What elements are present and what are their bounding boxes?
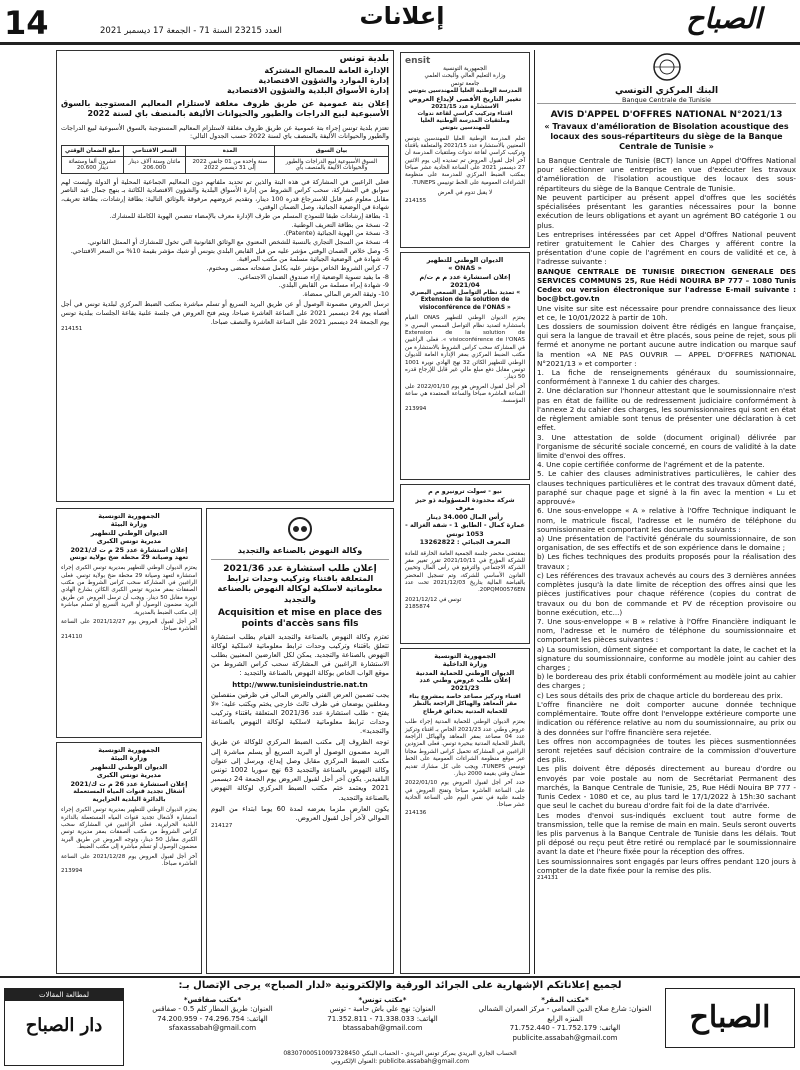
apii-body3: توجه الظروف إلى مكتب الضبط المركزي للوكالة عن طريق البريد مضمون الوصول أو البريد السريع أو يسلم مباشرة إلى مكتب الضبط المركزي مقابل وصل إيداع، ويرسل إلى عنوان وكالة النهوض بالصناعة والتجديد 63 نهج سوريا 1002 تونس البلفيدير. يكون آخر أجل لقبول العروض يوم الجمعة 24 ديسمبر 2021 ويعتمد ختم مكتب الضبط المركزي لوكالة النهوض بالصناعة والتجديد. xyxy=(211,738,389,802)
tunis-body: فعلى الراغبين في المشاركة في هذه البتة والذين تم تحديد ملفاتهم دون المعاليم الجماعية المحلية أو الدولة وليست لهم سوابق في المشاركة، سحب كراس الشروط من إدارة الأسواق البلدية والشؤون الاقتصادية الكائنة بـ بنهج جمال عبد الناصر مقابل معلوم غير قابل للاسترجاع قدره 100 دينار، وتقديم عروضهم مرفوقة بالوثائق التالية: بطاقة إرشادات، بطاقة تعريف، شهادة في الوضعية الجبائية، وصل الضمان الوقتي. xyxy=(61,177,389,212)
office-email: sfaxassabah@gmail.com xyxy=(168,1024,257,1033)
company-body: بمقتضى محضر جلسة الجمعية العامة الخارقة للعادة للشركة المؤرخ في 2021/10/11 تقرر تغيير مقر الشركة الاجتماعي والترفيع في رأس المال وتحيين القانون الأساسي للشركة، وتم تسجيل المحضر بالقباضة المالية بتاريخ 2021/12/03 تحت عدد 20PQM00576EN. xyxy=(405,550,525,594)
page-number: 14 xyxy=(4,4,49,42)
apii-org: وكالة النهوض بالصناعة والتجديد xyxy=(237,546,363,555)
env2-ministry: وزارة البيئة xyxy=(110,754,148,763)
table-header: السعر الافتتاحي xyxy=(124,145,186,156)
tunis-title: إعلان بتة عمومية عن طريق ظروف مغلقة لاستلزام المعاليم المستوجبة بالسوق الأسبوعية لبيع الدراجات والطيور والحيوانات الأليفة بالمنصف باي لسنة 2022 xyxy=(61,98,389,119)
interior-ref: 214136 xyxy=(405,809,427,816)
tunis-list-item: 2- نسخة من بطاقة التعريف الوطنية. xyxy=(291,220,389,229)
apii-body2: يجب تضمين العرض الفني والعرض المالي في ظرفين منفصلين ومغلقين يوضعان في ظرف ثالث خارجي يختم ويكتب عليه: «لا يفتح - طلب استشارة عدد 2021/36 المتعلقة باقتناء وتركيب وحدات ترابط معلوماتية لاسلكية لوكالة النهوض بالصناعة والتجديد». xyxy=(211,690,389,736)
table-cell: السوق الأسبوعية لبيع الدراجات والطيور والحيوانات الأليفة بالمنصف باي xyxy=(274,156,388,173)
bct-list-item: 7. Une sous-enveloppe « B » relative à l'Offre Financière indiquant le nom, l'adresse et le numéro de téléphone du soumissionnaire et comportant les pièces suivantes : xyxy=(537,616,796,645)
apii-sub: المتعلقة باقتناء وتركيب وحدات ترابط معلوماتية لاسلكية لوكالة النهوض بالصناعة والتجديد xyxy=(217,574,383,604)
bct-paragraph: Les entreprises intéressées par cet Appel d'Offres National peuvent retirer gratuitement le Cahier des Charges y afférent contre la présentation d'une copie de l'agrément en cours de validité et ce, à l'adresse suivante : xyxy=(537,229,796,267)
office-title: *مكتب المقر* xyxy=(541,996,589,1004)
table-header: بيان السوق xyxy=(274,145,388,156)
bct-list-item: c) Les sous détails des prix de chaque article du bordereau des prix. xyxy=(537,690,783,700)
section-title: إعلانات xyxy=(359,2,445,30)
office-address: العنوان: نهج علي باش حامبة - تونس xyxy=(329,1005,436,1014)
apii-fr-title: Acquisition et mise en place des points d'accès sans fils xyxy=(217,608,383,629)
env2-body: يعتزم الديوان الوطني للتطهير بمديرية تونس الكبرى إجراء استشارة لأشغال تجديد قنوات المياه المستعملة بالدائرة البلدية الحرايرية. فعلى الراغبين في المشاركة سحب كراس الشروط من مكتب الصفقات بمقر مديرية تونس الكبرى مقابل 50 دينار، وتوجه العروض عن طريق البريد مضمون الوصول أو تسلم مباشرة إلى مكتب الضبط. xyxy=(61,807,197,851)
table-cell: عشرون ألفا وستمائة دينار 20.600 xyxy=(62,156,124,173)
ensit-rep: الجمهورية التونسية xyxy=(443,66,487,72)
office-title: *مكتب صفاقس* xyxy=(183,996,242,1004)
header-rule xyxy=(0,42,800,45)
apii-body4: يكون العارض ملزما بعرضه لمدة 60 يوما ابتداء من اليوم الموالي لآخر أجل لقبول العروض. xyxy=(211,804,389,822)
bct-paragraph: Ne peuvent participer au présent appel d'offres que les sociétés spécialisées présentant les garanties nécessaires pour la bonne exécution de leurs obligations et ayant un agrément BO catégorie 1 ou plus. xyxy=(537,192,796,230)
tunis-list-item: 1- بطاقة إرشادات طبقا للنموذج المسلم من طرف الإدارة معرف بالإمضاء تتضمن الهوية الكاملة للمشارك. xyxy=(109,212,389,221)
interior-deadline: حدد آخر أجل لقبول العروض يوم 2022/01/10 على الساعة العاشرة صباحا وتفتح العروض في جلسة علنية في نفس اليوم على الساعة الحادية عشر صباحا. xyxy=(405,780,525,809)
onas-body: يعتزم الديوان الوطني للتطهير ONAS القيام باستشارة لتمديد نظام التواصل السمعي البصري « Extension de la solution de visioconférence de l'ONAS ». فعلى الراغبين في المشاركة سحب كراس الشروط بالاستشارة من مكتب الضبط المركزي بمقر الإدارة العامة للديوان الوطني للتطهير الكائن 32 نهج الهادي نويرة 1001 تونس مقابل دفع مبلغ مالي غير قابل للإرجاع قدره 50 دينار. xyxy=(405,315,525,381)
company-capital: رأس المال 34.000 دينار xyxy=(426,513,504,521)
onas-tunis-notice-2 xyxy=(56,742,202,974)
bct-ref: 214131 xyxy=(537,875,558,882)
footer-office-tunis xyxy=(300,996,465,1034)
tunis-sub: إدارة الأسواق البلدية والشؤون الاقتصادية xyxy=(226,86,389,96)
ensit-ref: 214155 xyxy=(405,197,427,204)
footer-banner: لجميع إعلاناتكم الإشهارية على الجرائد الورقية والإلكترونية «لدار الصباح» يرجى الإتصال بـ: xyxy=(178,980,622,991)
newspaper-logo: الصباح xyxy=(686,2,762,35)
ensit-sub1: الاستشارة عدد 2021/15 xyxy=(431,103,499,110)
ensit-body: تعلم المدرسة الوطنية العليا للمهندسين بتونس المعنيين بالاستشارة عدد 2021/15 والمتعلقة باقتناء وتركيب كراسي لقاعة ندوات وملتقيات المدرسة أن آخر أجل لقبول العروض تم تمديده إلى يوم الاثنين 27 ديسمبر 2021 على الساعة الحادية عشر صباحا بمكتب الضبط المركزي للمدرسة على منظومة الشراءات العمومية على الخط تونيبس TUNEPS. xyxy=(405,135,525,186)
office-phone: الهاتف: 71.752.179 - 71.752.440 xyxy=(509,1024,621,1033)
tunis-list-item: 4- نسخة من السجل التجاري بالنسبة للشخص المعنوي مع الوثائق القانونية التي تخول للمشارك أو الممثل القانوني. xyxy=(87,238,389,246)
bct-list-item: 5. Le cahier des clauses administratives particulières, le cahier des clauses techniques particulières et le contrat des travaux dûment daté, paraphé sur chaque page et signé à la fin avec la mention « Lu et approuvé» xyxy=(537,469,796,507)
onas-sub: تمديد نظام التواصل السمعي البصري « Extension de la solution de visioconférence de l'ONAS » xyxy=(409,289,521,311)
apii-title: إعلان طلب استشارة عدد 2021/36 xyxy=(223,564,377,574)
bct-subtitle: « Travaux d'amélioration de Bisolation acoustique des locaux des sous-répartiteurs du siège de la Banque Centrale de Tunisie » xyxy=(544,122,789,151)
bct-address: BANQUE CENTRALE DE TUNISIE DIRECTION GENERALE DES SERVICES COMMUNS 25, Rue Hédi NOUIRA BP 777 – 1080 Tunis Cedex ou version électronique sur l'adresse E-mail suivante : boc@bct.gov.tn xyxy=(537,266,796,304)
ensit-title: تغيير التاريخ الأقصى لإيداع العروض xyxy=(408,95,522,104)
onas-code: « ONAS » xyxy=(448,264,482,273)
bct-items-list xyxy=(537,368,796,700)
env2-deadline: آخر أجل لقبول العروض يوم 2021/12/28 على الساعة العاشرة صباحا. xyxy=(61,853,197,867)
tunis-dir: الإدارة العامة للمصالح المشتركة xyxy=(264,65,389,75)
interior-ministry: وزارة الداخلية xyxy=(442,660,488,669)
footer-bottom xyxy=(140,1050,660,1067)
env2-dir: مديرية تونس الكبرى xyxy=(96,771,162,780)
apii-logo-icon xyxy=(287,516,313,542)
office-address: العنوان: طريق المطار كلم 0.5 - صفاقس xyxy=(152,1005,273,1014)
bct-list-item: 6. Une sous-enveloppe « A » relative à l'Offre Technique indiquant le nom, le matricule fiscal, l'adresse et le numéro de téléphone du soumissionnaire et comportant les documents suivants : xyxy=(537,506,796,534)
onas-title: إعلان استشارة عدد م م ت/م 2021/04 xyxy=(419,272,511,290)
table-header: المدة xyxy=(185,145,274,156)
ensit-note: لا يقبل تدوم في العرض xyxy=(437,190,493,197)
bct-list-item: 2. Une déclaration sur l'honneur attestant que le soumissionnaire n'est pas en état de faillite ou de redressement judiciaire conformément à l'annexe 2 du cahier des charges, les soumissionnaires qui sont en état de règlement amiable sont tenus de présenter une déclaration à cet effet. xyxy=(537,386,796,433)
env1-sub: تعهد وصيانة 29 محطة ضخ بولاية تونس xyxy=(69,554,189,562)
company-title: نيو - سولت ترونيرو م م xyxy=(428,488,502,495)
env1-dir: مديرية تونس الكبرى xyxy=(96,537,162,546)
apii-divider xyxy=(211,559,389,560)
interior-body: يعتزم الديوان الوطني للحماية المدنية إجراء طلب عروض وطني عدد 2021/23 الخاص بـ اقتناء وتركيز عدد 04 مصاعد بمقر المعاهد والهياكل الراجعة بالنظر للحماية المدنية ببحيرة تونس. فعلى المزودين الراغبين في المشاركة تحميل كراس الشروط مجانا عبر موقع منظومة الشراءات العمومية على الخط تونيبس TUNEPS، ويجب على كل مشارك تقديم ضمان وقتي بقيمة 2000 دينار. xyxy=(405,719,525,777)
ensit-logo-icon: ensit xyxy=(405,56,431,66)
footer-office-hq xyxy=(470,996,660,1043)
bct-list-item: 3. Une attestation de solde (document original) délivrée par l'organisme de sécurité sociale concerné, en cours de validité à la date limite d'envoi des offres. xyxy=(537,432,796,460)
bct-notice xyxy=(537,50,796,974)
bct-paragraph: Les offres non accompagnées de toutes les pièces susmentionnées seront rejetées sauf décision contraire de la commission d'ouverture des plis. xyxy=(537,736,796,765)
civil-protection-notice xyxy=(400,648,530,974)
office-email: btassabah@gmail.com xyxy=(342,1024,423,1033)
bct-emblem-icon xyxy=(647,52,687,82)
env1-ref: 214110 xyxy=(61,633,83,640)
env1-body: يعتزم الديوان الوطني للتطهير بمديرية تونس الكبرى إجراء استشارة لتعهد وصيانة 29 محطة ضخ بولاية تونس. فعلى الراغبين في المشاركة سحب كراس الشروط من مكتب الصفقات بمقر مديرية تونس الكبرى الكائن بشارع الهادي نويرة مقابل 50 دينار. ويجب أن ترسل العروض عن طريق البريد مضمون الوصول أو البريد السريع أو تسلم مباشرة إلى مكتب الضبط بالمديرية. xyxy=(61,565,197,616)
table-header: مبلغ الضمان الوقتي xyxy=(62,145,124,156)
tunis-items-list xyxy=(61,212,389,298)
bct-list-item: 4. Une copie certifiée conforme de l'agrément et de la patente. xyxy=(537,460,765,470)
footer-email: العنوان الإلكتروني: publicite.assabah@gmail.com xyxy=(330,1058,470,1066)
tunis-list-item: 8- ما يفيد تسوية الوضعية إزاء صندوق الضمان الاجتماعي. xyxy=(237,272,389,281)
onas-deadline: آخر أجل لقبول العروض هو يوم 2022/01/10 على الساعة العاشرة صباحا والساعة المعتمدة هي ساعة المؤسسة. xyxy=(405,383,525,405)
env2-office: الديوان الوطني للتطهير xyxy=(90,762,168,771)
interior-title: إعلان طلب عروض وطني عدد 2021/23 xyxy=(419,677,511,693)
bct-paragraph: Les dossiers de soumission doivent être rédigés en langue française, qui sera la langue de travail et être placés, sous peine de rejet, sous pli fermé et anonyme ne portant aucune autre indication ou marque sauf la mention «A NE PAS OUVRIR — APPEL D'OFFRES NATIONAL N°2021/13 » et comporter : xyxy=(537,321,796,368)
bct-paragraph: Les modes d'envoi sus-indiqués excluent tout autre forme de transmission, telle que la remise de main en main. Seuls seront ouverts les plis parvenus à la Banque Centrale de Tunisie dans les délais. Tout pli déposé ou reçu peut être retiré ou remplacé par le soumissionnaire avant la date et l'heure fixée pour la réception des offres. xyxy=(537,810,796,857)
ensit-sub2: اقتناء وتركيب كراسي لقاعة ندوات وملتقيات المدرسة الوطنية العليا للمهندسين بتونس xyxy=(417,110,513,132)
interior-rep: الجمهورية التونسية xyxy=(434,652,496,660)
bct-name-fr: Banque Centrale de Tunisie xyxy=(621,96,712,104)
onas-tunis-notice-1 xyxy=(56,508,202,738)
office-phone: الهاتف: 71.338.033 - 71.352.811 xyxy=(327,1014,438,1023)
tunis-municipality-notice xyxy=(56,50,394,502)
interior-sub: اقتناء وتركيز مصاعد خاصة بمشروع بناء مقر المعاهد والهياكل الراجعة بالنظر للحماية المدنية بحدائق قرطاج xyxy=(409,693,521,715)
company-ref: 2185874 xyxy=(405,604,430,611)
company-address: عمارة كمال - الطابق 1 - شقة الغزالة - 1053 تونس xyxy=(405,522,525,538)
office-phone: الهاتف: 74.296.754 - 74.200.959 xyxy=(157,1014,268,1023)
tunis-dept: إدارة الموارد والشؤون الاقتصادية xyxy=(258,76,389,86)
env2-title: إعلان استشارة عدد 26 م ت ك/2021 xyxy=(70,779,188,788)
sister-publication xyxy=(4,988,124,1066)
tunis-list-item: 9- شهادة إبراء مسلمة من القابض البلدي. xyxy=(278,281,389,290)
table-cell: سنة واحدة من 01 جانفي 2022 إلى 31 ديسمبر 2022 xyxy=(185,156,274,173)
ensit-univ: جامعة تونس xyxy=(450,80,480,87)
onas-notice xyxy=(400,252,530,480)
interior-office: الديوان الوطني للحماية المدنية xyxy=(415,668,515,677)
bct-list-item: 1. La fiche de renseignements généraux du soumissionnaire, conformément à l'annexe 1 du cahier des charges. xyxy=(537,368,796,387)
tunis-list-item: 10- وثيقة العرض المالي ممضاة. xyxy=(302,289,389,298)
bct-list-item: a) La soumission, dûment signée et comportant la date, le cachet et la signature du soumissionnaire, conforme au modèle joint au cahier des charges ; xyxy=(537,644,796,673)
apii-body: تعتزم وكالة النهوض بالصناعة والتجديد القيام بطلب استشارة تتعلق باقتناء وتركيب وحدات ترابط معلوماتية لاسلكية لوكالة النهوض بالصناعة والتجديد. يمكن لكل العارضين المعنيين بطلب الاستشارة الراغبين في المشاركة سحب كراس الشروط من موقع الواب الخاص بوكالة النهوض بالصناعة والتجديد : xyxy=(211,632,389,678)
tunis-intro: تعتزم بلدية تونس إجراء بتة عمومية عن طريق ظروف مغلقة لاستلزام المعاليم المستوجبة بالسوق الأسبوعية لبيع الدراجات والطيور والحيوانات الأليفة بالمنصف باي لسنة 2022 حسب الجدول التالي: xyxy=(61,123,389,141)
company-sub: شركة محدودة المسؤولية ذو حيز معرف xyxy=(415,496,515,512)
ensit-school: المدرسة الوطنية العليا للمهندسين بتونس xyxy=(408,87,522,94)
sister-logo: دار الصباح xyxy=(25,1015,103,1036)
apii-ref: 214127 xyxy=(211,823,233,830)
bct-paragraph: Les soumissionnaires sont engagés par leurs offres pendant 120 jours à compter de la date fixée pour la remise des plis. xyxy=(537,856,796,875)
env2-sub: أشغال تجديد قنوات المياه المستعملة بالدائرة البلدية الحرايرية xyxy=(73,788,185,804)
company-notice xyxy=(400,484,530,644)
ensit-ministry: وزارة التعليم العالي والبحث العلمي xyxy=(424,73,506,80)
env2-ref: 213994 xyxy=(61,868,83,875)
company-date: تونس في 2021/12/12 xyxy=(405,596,462,603)
office-title: *مكتب تونس* xyxy=(358,996,407,1004)
ensit-notice xyxy=(400,52,530,248)
bct-title: AVIS D'APPEL D'OFFRES NATIONAL N°2021/13 xyxy=(550,110,783,120)
company-id: المعرف الجبائي : 13262822 xyxy=(419,539,511,546)
env1-title: إعلان استشارة عدد 25 م ت ك/2021 xyxy=(70,545,188,554)
sister-label: لمطالعة المقالات xyxy=(5,989,123,1001)
bct-paragraph: L'offre financière ne doit comporter aucune donnée technique complémentaire. Toute offre dont l'enveloppe extérieure comporte une indication ou référence relative au nom du soumissionnaire, au prix ou à des données sur l'offre financière sera rejetée. xyxy=(537,699,796,737)
footer-office-sfax xyxy=(130,996,295,1034)
office-email: publicite.assabah@gmail.com xyxy=(512,1033,618,1042)
column-divider xyxy=(534,50,535,974)
page-header xyxy=(0,0,800,46)
onas-office: الديوان الوطني للتطهير xyxy=(426,256,504,264)
bct-list-item: c) Les références des travaux achevés au cours des 3 dernières années complètes jusqu'à la date limite de réception des offres ainsi que les pièces justificatives pour chaque référence (copies du contrat de travaux ou du bon de commande et PV de réception provisoire ou bonne exécution, etc...) xyxy=(537,570,796,617)
bct-paragraph: Une visite sur site est nécessaire pour prendre connaissance des lieux et ce, le 10/01/2022 à partir de 10h. xyxy=(537,303,796,322)
env1-ministry: وزارة البيئة xyxy=(110,520,148,529)
bct-name-ar: البنك المركزي التونسي xyxy=(614,86,719,96)
tunis-org: بلدية تونس xyxy=(339,54,389,64)
tunis-list-item: 5- وصل خلاص الضمان الوقتي مؤشر عليه من قبل القابض البلدي بتونس أو شيك مؤشر بقيمة 10% من السعر الافتتاحي. xyxy=(70,246,389,255)
footer-account: الحساب الجاري البريدي بمركز تونس البريدي - الحساب البنكي 08307000510097328450 xyxy=(283,1050,517,1057)
bct-paragraph: Les plis doivent être déposés directement au bureau d'ordre ou envoyés par voie postale au nom de Secrétariat Permanent des marchés, la Banque Centrale de Tunisie, 25, Rue Hédi Nouira BP 777 - Tunis Cedex - 1080 et ce, au plus tard le 17/1/2022 à 15h:30 sachant que seul le cachet du bureau d'ordre fait foi de la date d'arrivée. xyxy=(537,764,796,811)
env1-office: الديوان الوطني للتطهير xyxy=(90,528,168,537)
office-address: العنوان: شارع صلاح الدين العمامي - مركز العمران الشمالي المنزه الرابع xyxy=(478,1005,652,1023)
tunis-deadline: ترسل العروض مضمونة الوصول أو عن طريق البريد السريع أو تسلم مباشرة بمكتب الضبط المركزي لبلدية تونس في أجل أقصاه يوم 24 ديسمبر 2021 على الساعة العاشرة صباحا، ويتم فتح العروض في جلسة علنية بقاعة الجلسات ببلدية تونس يوم الجمعة 24 ديسمبر 2021 على الساعة العاشرة والنصف صباحا. xyxy=(61,300,389,326)
table-cell: مائتان وستة آلاف دينار 206.000 xyxy=(124,156,186,173)
bct-paragraph: La Banque Centrale de Tunisie (BCT) lance un Appel d'Offres National pour sélectionner une entreprise en vue d'exécuter les travaux d'amélioration de l'isolation acoustique des locaux des sous-répartiteurs du siège de la Banque Centrale de Tunisie. xyxy=(537,156,796,193)
footer-logo: الصباح xyxy=(665,988,795,1048)
env2-rep: الجمهورية التونسية xyxy=(98,746,160,754)
bct-list-item: a) Une présentation de l'activité générale du soumissionnaire, de son organisation, de ses effectifs et de son expérience dans le domaine ; xyxy=(537,533,796,553)
issue-line: العدد 23215 السنة 71 - الجمعة 17 ديسمبر 2021 xyxy=(100,26,282,36)
apii-url: http://www.tunisieindustrie.nat.tn xyxy=(232,680,368,689)
env1-rep: الجمهورية التونسية xyxy=(98,512,160,520)
tunis-ref: 214151 xyxy=(61,326,83,333)
tunis-list-item: 3- نسخة من الهوية الجبائية (Patente). xyxy=(283,229,389,238)
bct-list-item: b) le bordereau des prix établi conformément au modèle joint au cahier des charges ; xyxy=(537,672,796,691)
tunis-table xyxy=(61,145,389,174)
apii-notice xyxy=(206,508,394,974)
bct-list-item: b) Les fiches techniques des produits proposés pour la réalisation des travaux ; xyxy=(537,552,796,571)
onas-ref: 213994 xyxy=(405,405,427,412)
tunis-list-item: 6- شهادة في الوضعية الجبائية مسلمة من مكتب المراقبة. xyxy=(236,255,389,264)
env1-deadline: آخر أجل لقبول العروض يوم 2021/12/27 على الساعة العاشرة صباحا. xyxy=(61,618,197,633)
tunis-list-item: 7- كراس الشروط الخاص مؤشر عليه بكامل صفحاته ممضى ومختوم. xyxy=(206,263,389,272)
